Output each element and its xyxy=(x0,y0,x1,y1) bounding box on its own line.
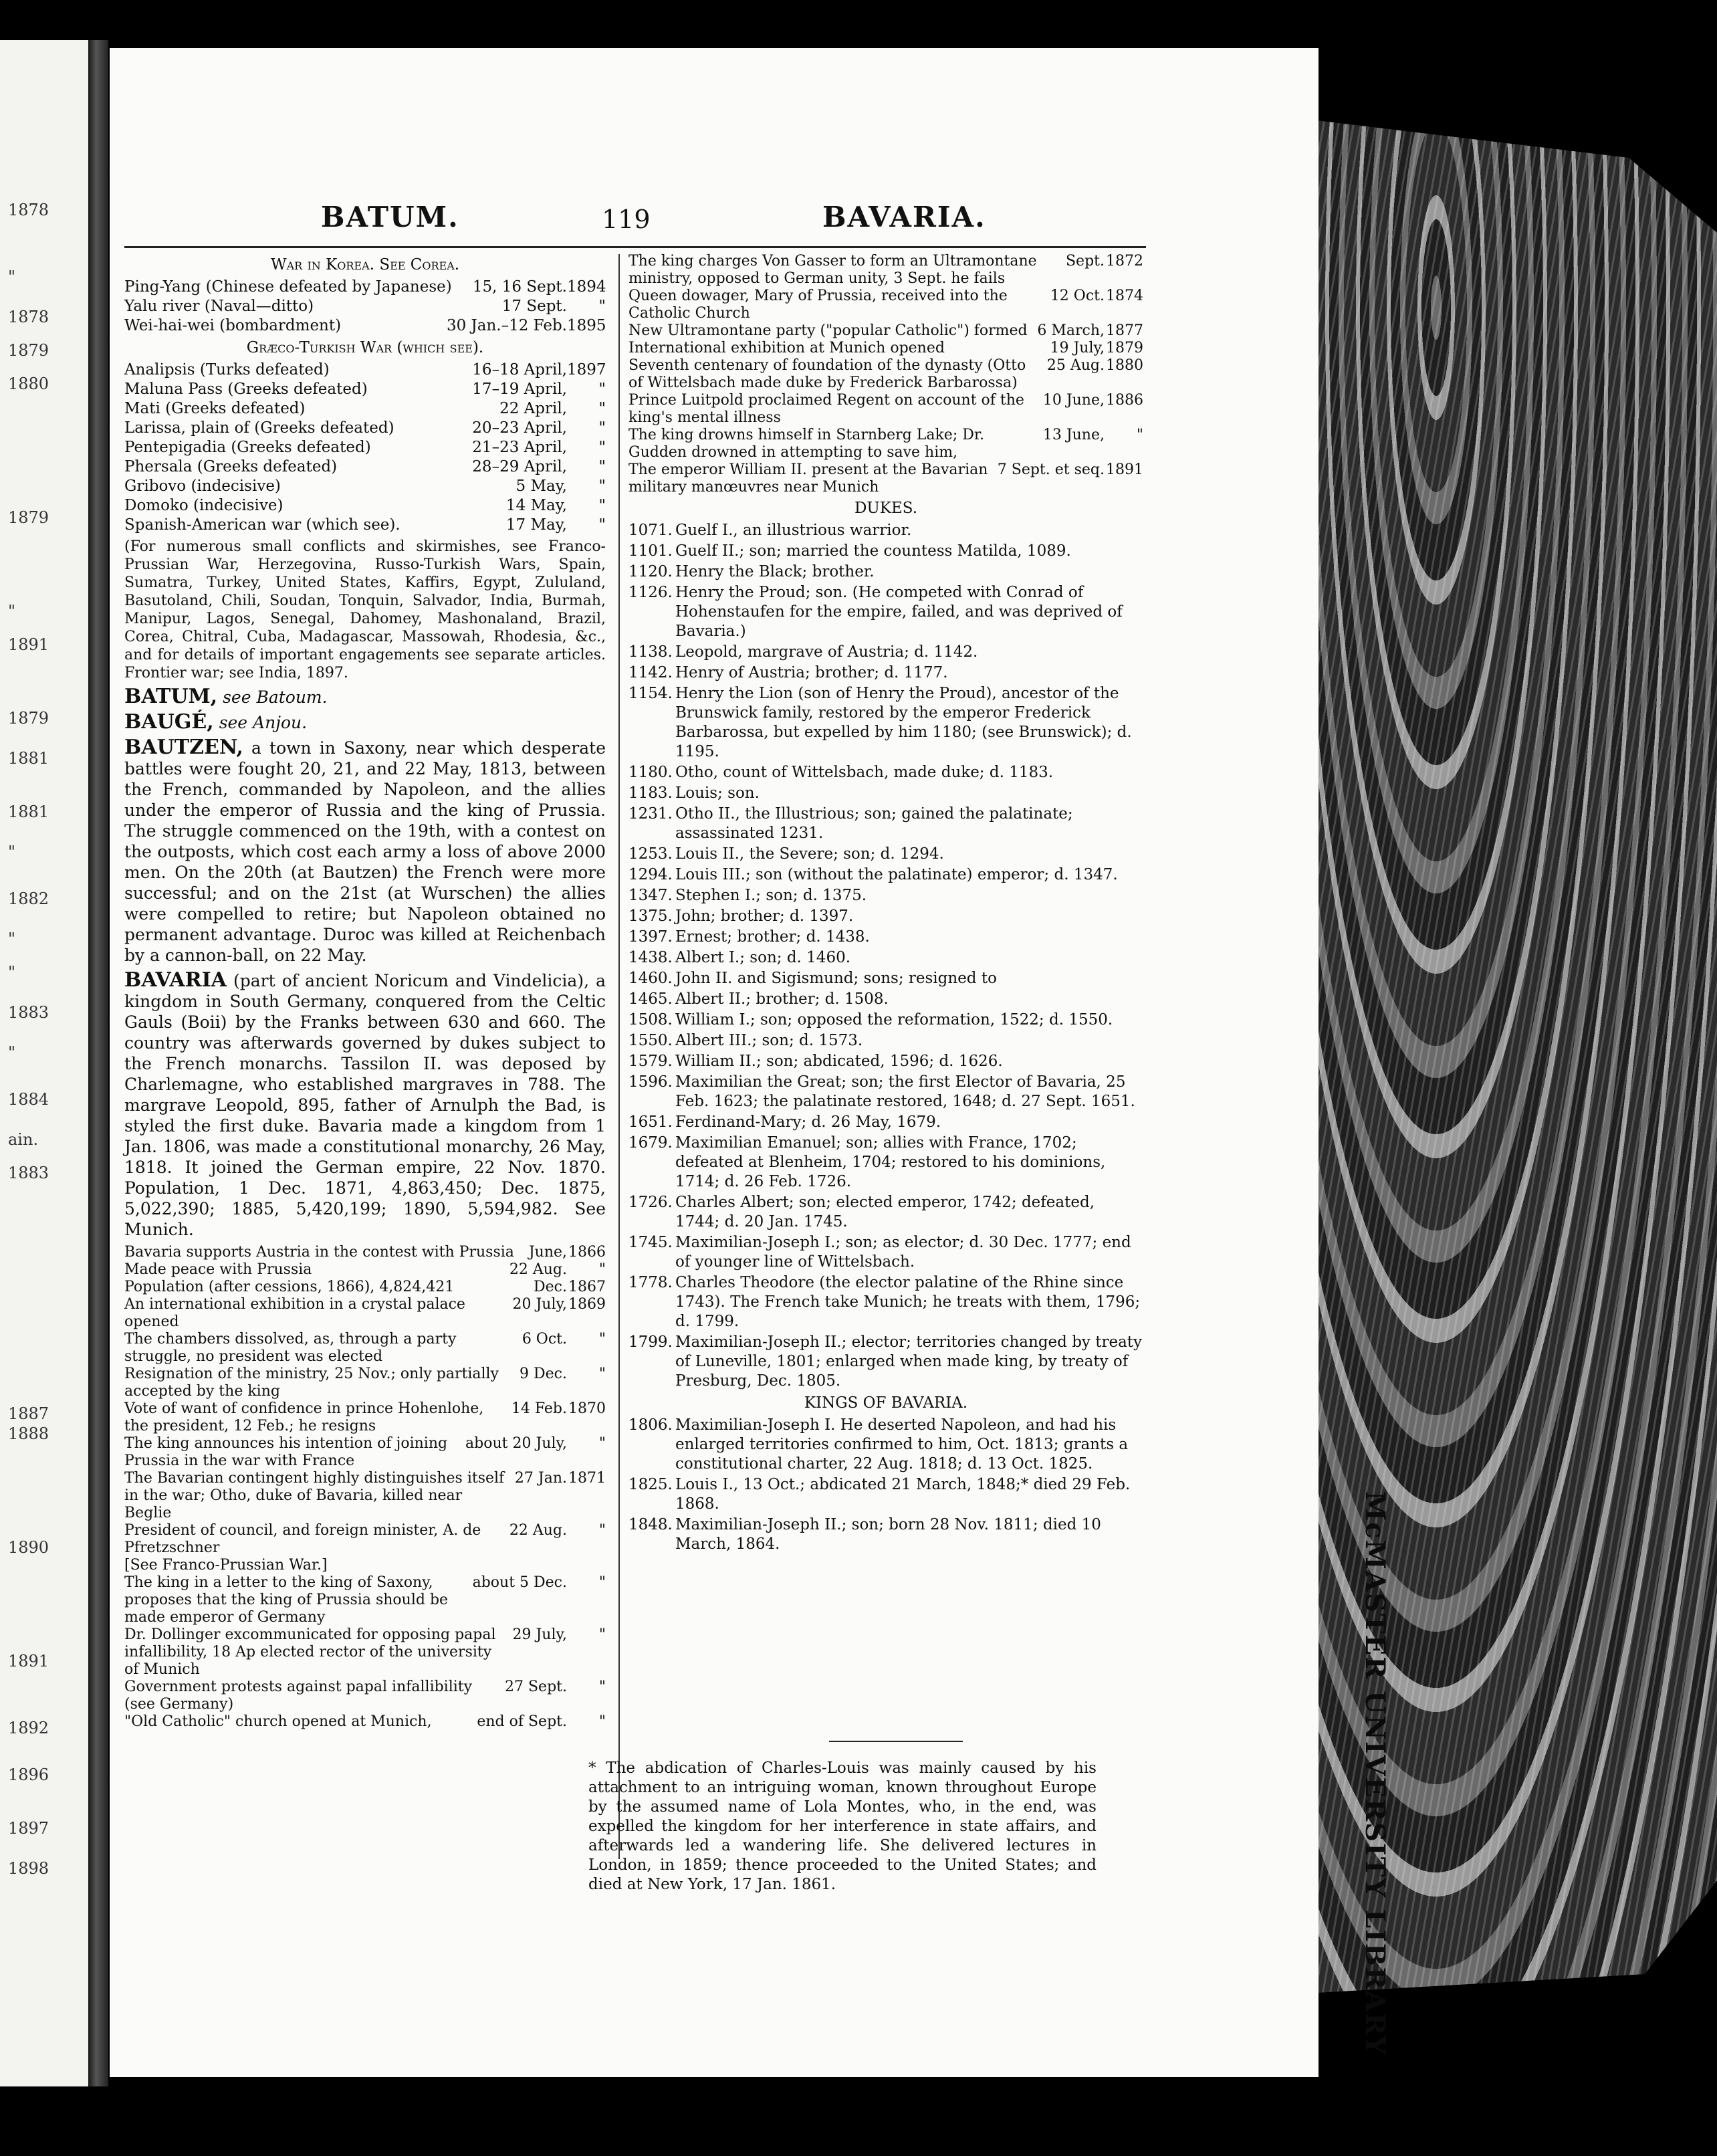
ruler-year: 1799. xyxy=(628,1333,673,1351)
entry-year: " xyxy=(598,400,606,417)
entry-label: An international exhibition in a crystal palace opened xyxy=(124,1296,465,1330)
entry-year: 1877 xyxy=(1106,322,1143,339)
ruler-year: 1138. xyxy=(628,643,673,661)
entry-date: 13 June, xyxy=(1042,427,1105,443)
page-number: 119 xyxy=(602,205,651,234)
chronology-entry xyxy=(124,1400,606,1435)
facing-page-margin-text: 1883 xyxy=(8,1164,49,1182)
entry-date: 7 Sept. et seq. xyxy=(997,461,1105,478)
entry-label: The king charges Von Gasser to form an Ultramontane ministry, opposed to German unity, 3 Sept. he fails xyxy=(628,253,1037,287)
ruler-text: Maximilian-Joseph I.; son; as elector; d. 30 Dec. 1777; end of younger line of Wittelsbach. xyxy=(675,1234,1131,1271)
ruler-year: 1550. xyxy=(628,1032,673,1049)
entry-date: 6 Oct. xyxy=(522,1331,567,1348)
ruler-year: 1347. xyxy=(628,887,673,904)
entry-label: Dr. Dollinger excommunicated for opposing papal infallibility, 18 Ap elected rector of the university of Munich xyxy=(124,1626,496,1678)
duke-entry xyxy=(628,784,1143,803)
chronology-entry xyxy=(124,457,606,477)
ruler-year: 1142. xyxy=(628,664,673,681)
entry-date: 14 May, xyxy=(505,497,567,514)
entry-label: Vote of want of confidence in prince Hohenlohe, the president, 12 Feb.; he resigns xyxy=(124,1400,484,1434)
ruler-text: Louis III.; son (without the palatinate) emperor; d. 1347. xyxy=(675,866,1118,883)
greco-turkish-heading: Græco-Turkish War (which see). xyxy=(246,339,484,356)
entry-date: end of Sept. xyxy=(477,1713,567,1730)
entry-label: Prince Luitpold proclaimed Regent on account of the king's mental illness xyxy=(628,392,1024,426)
chronology-entry xyxy=(124,1279,606,1296)
entry-year: " xyxy=(598,1261,606,1278)
ruler-text: Louis II., the Severe; son; d. 1294. xyxy=(675,845,944,863)
ruler-year: 1231. xyxy=(628,805,673,823)
entry-year: " xyxy=(598,458,606,475)
entry-label: Gribovo (indecisive) xyxy=(124,477,281,495)
chronology-entry xyxy=(628,340,1143,357)
facing-page-margin-text: 1881 xyxy=(8,749,49,768)
running-head-left: BATUM. xyxy=(321,201,459,233)
ruler-year: 1253. xyxy=(628,845,673,863)
ruler-text: Guelf I., an illustrious warrior. xyxy=(675,522,912,539)
chronology-entry xyxy=(628,357,1143,392)
ruler-text: Henry the Proud; son. (He competed with Conrad of Hohenstaufen for the empire, failed, and was deprived of Bavaria.) xyxy=(675,584,1123,640)
chronology-entry xyxy=(124,1574,606,1626)
duke-entry xyxy=(628,521,1143,540)
chronology-entry xyxy=(124,1522,606,1557)
ruler-year: 1679. xyxy=(628,1134,673,1152)
kings-list xyxy=(628,1416,1143,1554)
facing-page-margin-text: 1878 xyxy=(8,201,49,219)
entry-date: 19 July, xyxy=(1050,340,1105,356)
ruler-year: 1806. xyxy=(628,1416,673,1434)
chronology-entry xyxy=(124,1331,606,1366)
facing-page-margin-text: 1879 xyxy=(8,508,49,527)
duke-entry xyxy=(628,1073,1143,1111)
entry-year: 1872 xyxy=(1106,253,1143,270)
chronology-entry xyxy=(124,297,606,316)
entry-date: 15, 16 Sept. xyxy=(472,278,567,296)
ruler-year: 1596. xyxy=(628,1073,673,1091)
ruler-year: 1101. xyxy=(628,542,673,560)
duke-entry xyxy=(628,886,1143,905)
duke-entry xyxy=(628,562,1143,582)
chronology-entry xyxy=(628,427,1143,461)
ruler-text: Henry the Black; brother. xyxy=(675,563,875,580)
entry-date: June, xyxy=(528,1244,567,1261)
ruler-year: 1745. xyxy=(628,1234,673,1251)
batum-reference: see Batoum. xyxy=(223,687,328,707)
entry-year: " xyxy=(598,439,606,456)
entry-label: The chambers dissolved, as, through a party struggle, no president was elected xyxy=(124,1331,457,1365)
entry-year: " xyxy=(598,1713,606,1730)
bavaria-chronology-left xyxy=(124,1244,606,1731)
entry-year: 1879 xyxy=(1106,340,1143,356)
entry-year: 1886 xyxy=(1106,392,1143,409)
entry-label: Ping-Yang (Chinese defeated by Japanese) xyxy=(124,278,452,296)
entry-year: " xyxy=(598,298,606,315)
facing-page-margin-text: 1880 xyxy=(8,374,49,393)
ruler-year: 1726. xyxy=(628,1194,673,1211)
ruler-text: Henry of Austria; brother; d. 1177. xyxy=(675,664,948,681)
duke-entry xyxy=(628,643,1143,662)
ruler-year: 1651. xyxy=(628,1113,673,1131)
duke-entry xyxy=(628,948,1143,968)
bauge-reference: see Anjou. xyxy=(219,713,308,732)
greco-turkish-list xyxy=(124,360,606,535)
entry-date: 30 Jan.–12 Feb. xyxy=(446,317,567,334)
entry-date: 16–18 April, xyxy=(472,361,567,379)
entry-date: about 5 Dec. xyxy=(472,1574,567,1591)
facing-page-margin-text: 1879 xyxy=(8,709,49,728)
entry-year: " xyxy=(1136,427,1143,443)
king-entry xyxy=(628,1515,1143,1554)
entry-date: 27 Sept. xyxy=(505,1679,567,1695)
duke-entry xyxy=(628,583,1143,641)
entry-label: Bavaria supports Austria in the contest with Prussia xyxy=(124,1244,514,1261)
entry-label: The king drowns himself in Starnberg Lake; Dr. Gudden drowned in attempting to save him, xyxy=(628,427,984,461)
chronology-entry xyxy=(124,1626,606,1679)
duke-entry xyxy=(628,1113,1143,1132)
duke-entry xyxy=(628,1193,1143,1232)
bauge-headword: BAUGÉ, xyxy=(124,710,214,734)
entry-date: 25 Aug. xyxy=(1046,357,1105,374)
entry-label: President of council, and foreign minister, A. de Pfretzschner xyxy=(124,1522,481,1556)
ruler-year: 1465. xyxy=(628,990,673,1008)
ruler-text: Charles Albert; son; elected emperor, 1742; defeated, 1744; d. 20 Jan. 1745. xyxy=(675,1194,1095,1230)
ruler-text: Ernest; brother; d. 1438. xyxy=(675,928,870,946)
chronology-entry xyxy=(124,1713,606,1731)
book-gutter xyxy=(88,40,108,2086)
left-column xyxy=(124,253,606,1731)
entry-year: 1870 xyxy=(568,1400,606,1417)
facing-page-margin-text: 1891 xyxy=(8,1652,49,1670)
entry-date: 22 April, xyxy=(499,400,567,417)
facing-page-margin-text: " xyxy=(8,843,16,861)
duke-entry xyxy=(628,542,1143,561)
duke-entry xyxy=(628,1052,1143,1071)
ruler-year: 1825. xyxy=(628,1476,673,1493)
entry-label: Government protests against papal infallibility (see Germany) xyxy=(124,1679,473,1713)
entry-label: Made peace with Prussia xyxy=(124,1261,312,1278)
entry-date: 29 July, xyxy=(512,1626,567,1643)
chronology-entry xyxy=(124,1366,606,1400)
entry-date: 10 June, xyxy=(1042,392,1105,409)
duke-entry xyxy=(628,928,1143,947)
chronology-entry xyxy=(124,1244,606,1261)
entry-year: 1871 xyxy=(568,1470,606,1487)
ruler-year: 1154. xyxy=(628,685,673,702)
bauge-entry xyxy=(124,712,606,733)
facing-page-margin-text: 1887 xyxy=(8,1404,49,1423)
chronology-entry xyxy=(124,278,606,297)
entry-year: " xyxy=(598,1626,606,1643)
entry-label: Yalu river (Naval—ditto) xyxy=(124,298,314,315)
entry-label: Seventh centenary of foundation of the dynasty (Otto of Wittelsbach made duke by Frederick Barbarossa) xyxy=(628,357,1026,391)
entry-year: 1897 xyxy=(567,361,606,379)
chronology-entry xyxy=(628,461,1143,496)
ruler-text: Albert I.; son; d. 1460. xyxy=(675,949,851,966)
right-column xyxy=(628,253,1143,1555)
entry-date: 14 Feb. xyxy=(511,1400,567,1417)
entry-year: " xyxy=(598,1574,606,1591)
facing-page-margin-text: 1882 xyxy=(8,889,49,908)
ruler-text: William II.; son; abdicated, 1596; d. 1626. xyxy=(675,1053,1003,1070)
conflicts-note: (For numerous small conflicts and skirmishes, see Franco-Prussian War, Herzegovina, Russo-Turkish Wars, Spain, Sumatra, Turkey, United States, Kaffirs, Egypt, Zululand, Basutoland, Chili, Soudan, Tonquin, Salvador, India, Burmah, Manipur, Lagos, Senegal, Dahomey, Mashonaland, Brazil, Corea, Chitral, Cuba, Madagascar, Massowah, Rhodesia, &c., and for details of important engagements see separate articles. Frontier war; see India, 1897. xyxy=(124,538,606,681)
entry-year: 1891 xyxy=(1106,461,1143,478)
entry-date: 12 Oct. xyxy=(1050,288,1105,304)
batum-headword: BATUM, xyxy=(124,685,218,708)
entry-year: " xyxy=(598,477,606,495)
bavaria-chronology-right xyxy=(628,253,1143,496)
ruler-year: 1579. xyxy=(628,1053,673,1070)
war-korea-list xyxy=(124,278,606,336)
ruler-text: Leopold, margrave of Austria; d. 1142. xyxy=(675,643,978,661)
footnote-rule xyxy=(829,1741,963,1742)
ruler-text: Louis I., 13 Oct.; abdicated 21 March, 1848;* died 29 Feb. 1868. xyxy=(675,1476,1131,1513)
chronology-entry xyxy=(628,288,1143,322)
bautzen-text: a town in Saxony, near which desperate battles were fought 20, 21, and 22 May, 1813, between the French, commanded by Napoleon, and the allies under the emperor of Russia and the king of Prussia. The struggle commenced on the 19th, with a contest on the outposts, which cost each army a loss of above 2000 men. On the 20th (at Bautzen) the French were more successful; and on the 21st (at Wurschen) the allies were compelled to retire; but Napoleon obtained no permanent advantage. Duroc was killed at Reichenbach by a cannon-ball, on 22 May. xyxy=(124,738,606,965)
ruler-text: Henry the Lion (son of Henry the Proud), ancestor of the Brunswick family, restored by the emperor Frederick Barbarossa, but expelled by him 1180; (see Brunswick); d. 1195. xyxy=(675,685,1132,760)
facing-page-margin-text: 1883 xyxy=(8,1003,49,1022)
chronology-entry xyxy=(628,253,1143,288)
header-rule xyxy=(124,246,1146,248)
ruler-year: 1294. xyxy=(628,866,673,883)
entry-label: Larissa, plain of (Greeks defeated) xyxy=(124,419,394,437)
chronology-entry xyxy=(628,392,1143,427)
facing-page-margin-text: " xyxy=(8,930,16,948)
chronology-entry xyxy=(124,419,606,438)
library-stamp: McMASTER UNIVERSITY LIBRARY xyxy=(1359,1491,1391,2056)
duke-entry xyxy=(628,969,1143,988)
ruler-text: Albert II.; brother; d. 1508. xyxy=(675,990,889,1008)
entry-label: Pentepigadia (Greeks defeated) xyxy=(124,439,371,456)
entry-label: Queen dowager, Mary of Prussia, received into the Catholic Church xyxy=(628,288,1008,322)
footnote: * The abdication of Charles-Louis was mainly caused by his attachment to an intriguing woman, known throughout Europe by the assumed name of Lola Montes, who, in the end, was expelled the kingdom for her interference in state affairs, and afterwards led a wandering life. She delivered lectures in London, in 1859; thence proceeded to the United States; and died at New York, 17 Jan. 1861. xyxy=(588,1759,1097,1893)
entry-date: 17–19 April, xyxy=(472,381,567,398)
ruler-text: William I.; son; opposed the reformation, 1522; d. 1550. xyxy=(675,1011,1113,1029)
entry-label: Wei-hai-wei (bombardment) xyxy=(124,317,342,334)
entry-label: The king announces his intention of joining Prussia in the war with France xyxy=(124,1435,448,1469)
running-head-right: BAVARIA. xyxy=(822,201,986,233)
ruler-text: John; brother; d. 1397. xyxy=(675,907,854,925)
facing-page-margin-text: 1890 xyxy=(8,1538,49,1557)
dukes-heading: DUKES. xyxy=(854,500,918,517)
entry-date: 17 Sept. xyxy=(501,298,567,315)
entry-year: 1867 xyxy=(568,1279,606,1295)
facing-page-margin-text: 1898 xyxy=(8,1859,49,1878)
ruler-text: Louis; son. xyxy=(675,784,760,802)
facing-page-margin-text: " xyxy=(8,963,16,982)
king-entry xyxy=(628,1475,1143,1514)
ruler-year: 1375. xyxy=(628,907,673,925)
entry-year: " xyxy=(598,1331,606,1348)
bavaria-text: (part of ancient Noricum and Vindelicia), a kingdom in South Germany, conquered from the Celtic Gauls (Boii) by the Franks between 630 and 660. The country was afterwards governed by dukes subject to the French monarchs. Tassilon II. was deposed by Charlemagne, who established margraves in 788. The margrave Leopold, 895, father of Arnulph the Bad, is styled the first duke. Bavaria made a kingdom from 1 Jan. 1806, was made a constitutional monarchy, 26 May, 1818. It joined the German empire, 22 Nov. 1870. Population, 1 Dec. 1871, 4,863,450; Dec. 1875, 5,022,390; 1885, 5,420,199; 1890, 5,594,982. See Munich. xyxy=(124,971,606,1239)
ruler-year: 1460. xyxy=(628,970,673,987)
entry-year: " xyxy=(598,1435,606,1452)
entry-date: 27 Jan. xyxy=(514,1470,567,1487)
ruler-text: Maximilian-Joseph I. He deserted Napoleon, and had his enlarged territories confirmed to him, Oct. 1813; grants a constitutional charter, 22 Aug. 1818; d. 13 Oct. 1825. xyxy=(675,1416,1129,1473)
entry-year: " xyxy=(598,1522,606,1539)
entry-label: Domoko (indecisive) xyxy=(124,497,283,514)
chronology-entry xyxy=(124,1261,606,1279)
entry-year: 1895 xyxy=(567,317,606,334)
entry-year: " xyxy=(598,1679,606,1695)
entry-date: 6 March, xyxy=(1037,322,1105,339)
entry-year: 1869 xyxy=(568,1296,606,1313)
entry-year: " xyxy=(598,419,606,437)
facing-page-margin-text: " xyxy=(8,267,16,286)
facing-page-margin-text: ain. xyxy=(8,1130,39,1149)
chronology-entry xyxy=(124,380,606,399)
duke-entry xyxy=(628,1273,1143,1331)
chronology-entry xyxy=(124,477,606,496)
ruler-text: Stephen I.; son; d. 1375. xyxy=(675,887,867,904)
chronology-entry xyxy=(124,438,606,457)
entry-year: " xyxy=(598,497,606,514)
bautzen-headword: BAUTZEN, xyxy=(124,736,243,759)
entry-date: 17 May, xyxy=(505,516,567,534)
entry-year: 1874 xyxy=(1106,288,1143,304)
entry-label: Phersala (Greeks defeated) xyxy=(124,458,338,475)
facing-page-margin-text: 1888 xyxy=(8,1424,49,1443)
ruler-year: 1508. xyxy=(628,1011,673,1029)
entry-date: 22 Aug. xyxy=(509,1261,567,1278)
duke-entry xyxy=(628,907,1143,926)
chronology-entry xyxy=(628,322,1143,340)
ruler-year: 1778. xyxy=(628,1274,673,1291)
facing-page-margin-text: 1896 xyxy=(8,1765,49,1784)
kings-heading: KINGS OF BAVARIA. xyxy=(804,1394,968,1412)
duke-entry xyxy=(628,1333,1143,1391)
chronology-entry xyxy=(124,1470,606,1522)
facing-page-margin-text: 1897 xyxy=(8,1819,49,1838)
facing-page-margin-text: " xyxy=(8,1043,16,1062)
ruler-text: Ferdinand-Mary; d. 26 May, 1679. xyxy=(675,1113,941,1131)
ruler-text: Otho, count of Wittelsbach, made duke; d. 1183. xyxy=(675,764,1054,781)
entry-date: 22 Aug. xyxy=(509,1522,567,1539)
ruler-year: 1180. xyxy=(628,764,673,781)
ruler-year: 1183. xyxy=(628,784,673,802)
entry-label: International exhibition at Munich opened xyxy=(628,340,945,356)
chronology-entry xyxy=(124,360,606,380)
entry-label: Spanish-American war (which see). xyxy=(124,516,400,534)
entry-date: 28–29 April, xyxy=(472,458,567,475)
entry-label: Mati (Greeks defeated) xyxy=(124,400,306,417)
entry-year: " xyxy=(598,1366,606,1382)
chronology-entry xyxy=(124,516,606,535)
ruler-text: Albert III.; son; d. 1573. xyxy=(675,1032,863,1049)
ruler-year: 1126. xyxy=(628,584,673,601)
ruler-year: 1397. xyxy=(628,928,673,946)
ruler-text: Guelf II.; son; married the countess Matilda, 1089. xyxy=(675,542,1071,560)
duke-entry xyxy=(628,763,1143,782)
entry-date: 21–23 April, xyxy=(472,439,567,456)
duke-entry xyxy=(628,865,1143,885)
duke-entry xyxy=(628,845,1143,864)
duke-entry xyxy=(628,1010,1143,1030)
ruler-year: 1120. xyxy=(628,563,673,580)
entry-label: Resignation of the ministry, 25 Nov.; only partially accepted by the king xyxy=(124,1366,499,1400)
duke-entry xyxy=(628,990,1143,1009)
bavaria-headword: BAVARIA xyxy=(124,968,227,992)
chronology-entry xyxy=(124,1435,606,1470)
entry-label: "Old Catholic" church opened at Munich, xyxy=(124,1713,432,1730)
entry-year: " xyxy=(598,516,606,534)
column-divider xyxy=(618,254,620,1859)
entry-year: 1894 xyxy=(567,278,606,296)
entry-date: Dec. xyxy=(534,1279,567,1295)
ruler-text: Otho II., the Illustrious; son; gained the palatinate; assassinated 1231. xyxy=(675,805,1073,842)
duke-entry xyxy=(628,663,1143,683)
ruler-text: Maximilian-Joseph II.; son; born 28 Nov. 1811; died 10 March, 1864. xyxy=(675,1516,1101,1553)
entry-date: 20–23 April, xyxy=(472,419,567,437)
entry-label: Analipsis (Turks defeated) xyxy=(124,361,330,379)
duke-entry xyxy=(628,1233,1143,1272)
duke-entry xyxy=(628,684,1143,762)
entry-year: 1880 xyxy=(1106,357,1143,374)
facing-page-margin-text: " xyxy=(8,602,16,621)
ruler-text: Charles Theodore (the elector palatine of the Rhine since 1743). The French take Munich; he treats with them, 1796; d. 1799. xyxy=(675,1274,1141,1330)
dukes-list xyxy=(628,521,1143,1391)
facing-page-margin-text: 1879 xyxy=(8,341,49,360)
entry-date: about 20 July, xyxy=(465,1435,567,1452)
ruler-year: 1438. xyxy=(628,949,673,966)
entry-label: New Ultramontane party ("popular Catholic") formed xyxy=(628,322,1028,339)
ruler-text: Maximilian-Joseph II.; elector; territories changed by treaty of Luneville, 1801; enlarged when made king, by treaty of Presburg, Dec. 1805. xyxy=(675,1333,1143,1390)
entry-year: 1866 xyxy=(568,1244,606,1261)
entry-year: " xyxy=(598,381,606,398)
chronology-entry xyxy=(124,496,606,516)
facing-page-margin-text: 1891 xyxy=(8,635,49,654)
chronology-entry xyxy=(124,316,606,336)
bavaria-entry xyxy=(124,970,606,1240)
bautzen-entry xyxy=(124,737,606,966)
war-korea-heading: War in Korea. See Corea. xyxy=(270,256,460,274)
facing-page-margin-text: 1884 xyxy=(8,1090,49,1109)
ruler-year: 1848. xyxy=(628,1516,673,1533)
entry-label: Maluna Pass (Greeks defeated) xyxy=(124,381,368,398)
chronology-entry xyxy=(124,1679,606,1713)
entry-label: The king in a letter to the king of Saxony, proposes that the king of Prussia should be made emperor of Germany xyxy=(124,1574,449,1626)
batum-entry xyxy=(124,686,606,708)
entry-date: 20 July, xyxy=(512,1296,567,1313)
entry-date: 5 May, xyxy=(516,477,567,495)
facing-page-margin-text: 1892 xyxy=(8,1719,49,1737)
chronology-entry xyxy=(124,1557,606,1574)
entry-label: The Bavarian contingent highly distinguishes itself in the war; Otho, duke of Bavaria, killed near Beglie xyxy=(124,1470,505,1521)
duke-entry xyxy=(628,1134,1143,1192)
duke-entry xyxy=(628,804,1143,843)
entry-label: The emperor William II. present at the Bavarian military manœuvres near Munich xyxy=(628,461,988,496)
ruler-text: Maximilian the Great; son; the first Elector of Bavaria, 25 Feb. 1623; the palatinate restored, 1648; d. 27 Sept. 1651. xyxy=(675,1073,1135,1110)
duke-entry xyxy=(628,1031,1143,1051)
facing-page-margin-text: 1878 xyxy=(8,308,49,326)
facing-page-margin-text: 1881 xyxy=(8,802,49,821)
entry-label: Population (after cessions, 1866), 4,824,421 xyxy=(124,1279,455,1295)
king-entry xyxy=(628,1416,1143,1474)
ruler-text: Maximilian Emanuel; son; allies with France, 1702; defeated at Blenheim, 1704; restored to his dominions, 1714; d. 26 Feb. 1726. xyxy=(675,1134,1106,1190)
chronology-entry xyxy=(124,1296,606,1331)
entry-label: [See Franco-Prussian War.] xyxy=(124,1557,328,1574)
ruler-year: 1071. xyxy=(628,522,673,539)
chronology-entry xyxy=(124,399,606,419)
facing-page xyxy=(0,40,88,2086)
entry-date: 9 Dec. xyxy=(520,1366,567,1382)
ruler-text: John II. and Sigismund; sons; resigned to xyxy=(675,970,997,987)
entry-date: Sept. xyxy=(1065,253,1105,270)
